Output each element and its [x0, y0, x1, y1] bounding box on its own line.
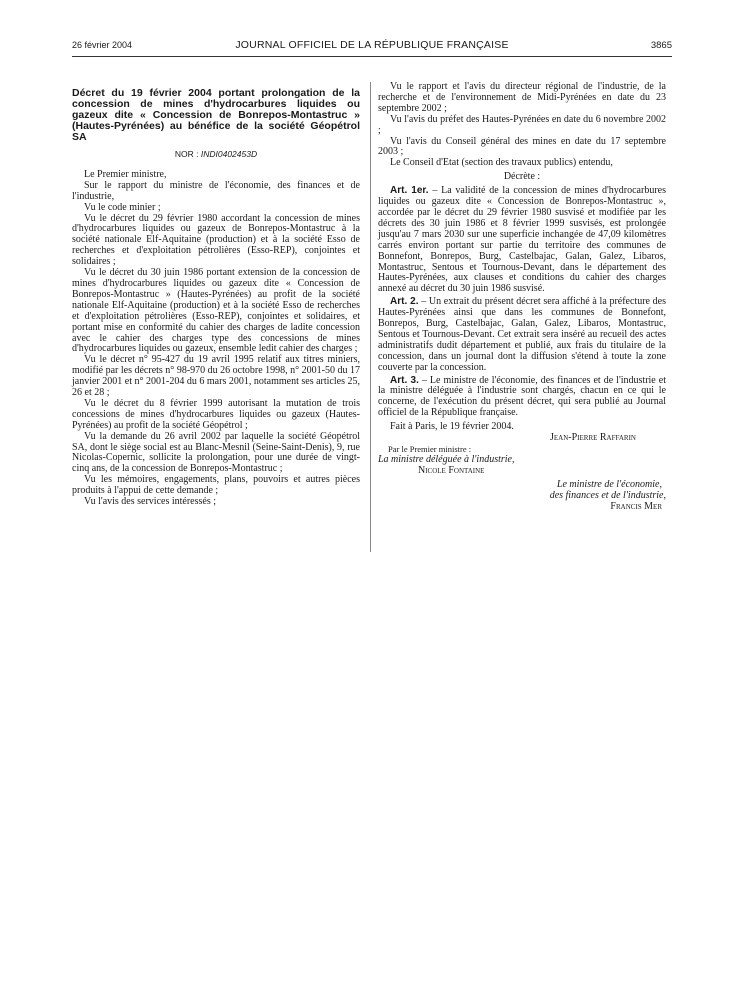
ministre-deleguee-name: Nicole Fontaine: [418, 464, 485, 476]
left-column: [72, 88, 360, 508]
ministre-eco-title-2: des finances et de l'industrie,: [549, 489, 666, 501]
nor-label: NOR :: [174, 149, 199, 159]
fait-a-paris: Fait à Paris, le 19 février 2004.: [390, 421, 514, 433]
column-divider: [370, 82, 371, 552]
article: [378, 186, 666, 295]
left-paragraphs: [72, 170, 360, 508]
paragraph: Vu l'avis du préfet des Hautes-Pyrénées en date du 6 novembre 2002 ;: [378, 113, 666, 136]
paragraph: Vu le rapport et l'avis du directeur régional de l'industrie, de la recherche et de l'environnement de Midi-Pyrénées en date du 23 septembre 2002 ;: [378, 81, 666, 114]
article-text: – Un extrait du présent décret sera affiché à la préfecture des Hautes-Pyrénées ainsi que dans les communes de Bonnefont, Bonrepos, Burg, Castelbajac, Galan, Galez, Libaros, Montastruc, Sentous et Tournous-Devant. Cet extrait sera inséré au recueil des actes administratifs dudit département et publié, aux frais du titulaire de la concession, dans un journal dont la diffusion s'étend à toute la zone couverte par la concession.: [378, 296, 666, 373]
page-header: [72, 38, 672, 54]
paragraph: Le Premier ministre,: [84, 168, 167, 180]
article: [378, 297, 666, 373]
paragraph: Sur le rapport du ministre de l'économie, des finances et de l'industrie,: [72, 179, 360, 202]
article-label: Art. 2.: [390, 296, 419, 308]
paragraph: Vu l'avis des services intéressés ;: [84, 496, 217, 508]
article-text: – Le ministre de l'économie, des finances et de l'industrie et la ministre déléguée à l'industrie sont chargés, chacun en ce qui le concerne, de l'exécution du présent décret, qui sera publié au Journal officiel de la République française.: [378, 374, 666, 419]
articles: [378, 186, 666, 419]
right-column: [378, 82, 666, 512]
ministre-eco-name: Francis Mer: [610, 500, 662, 512]
paragraph: Le Conseil d'Etat (section des travaux publics) entendu,: [390, 157, 613, 169]
paragraph: Vu le décret du 30 juin 1986 portant extension de la concession de mines d'hydrocarbures liquides ou gazeux dite « Concession de Bonrepos-Montastruc » (Hautes-Pyrénées) au profit de la société nationale Elf-Aquitaine (production) et à la société Esso de recherches et d'exploitation pétrolières (Esso-REP), conjointes et solidaires, et portant mise en conformité du cahier des charges de ladite concession avec le cahier des charges type des concessions de mines d'hydrocarbures liquides ou gazeux, ensemble ledit cahier des charges ;: [72, 267, 360, 355]
ministre-eco-title-1: Le ministre de l'économie,: [556, 478, 662, 490]
paragraph: Vu le décret du 29 février 1980 accordant la concession de mines d'hydrocarbures liquides ou gazeux de Bonrepos-Montastruc à la société nationale Elf-Aquitaine (production) et à la société Esso de recherches et d'exploitation pétrolières (Esso-REP), conjointes et solidaires ;: [72, 212, 360, 268]
article: [378, 376, 666, 420]
paragraph: Vu l'avis du Conseil général des mines en date du 17 septembre 2003 ;: [378, 135, 666, 158]
par-le-premier-ministre: Par le Premier ministre :: [388, 444, 472, 454]
signatory-pm: Jean-Pierre Raffarin: [550, 432, 636, 444]
header-date: 26 février 2004: [72, 40, 133, 50]
ministre-deleguee-title: La ministre déléguée à l'industrie,: [378, 453, 515, 465]
paragraph: Vu le décret n° 95-427 du 19 avril 1995 relatif aux titres miniers, modifié par les décrets n° 98-970 du 26 octobre 1998, n° 2001-50 du 17 janvier 2001 et n° 2001-204 du 6 mars 2001, notamment ses articles 25, 26 et 28 ;: [72, 354, 360, 399]
paragraph: Vu le code minier ;: [84, 201, 161, 213]
nor-reference: [72, 149, 360, 160]
paragraph: Vu les mémoires, engagements, plans, pouvoirs et autres pièces produits à l'appui de cette demande ;: [72, 474, 360, 497]
paragraph: Vu la demande du 26 avril 2002 par laquelle la société Géopétrol SA, dont le siège social est au Blanc-Mesnil (Seine-Saint-Denis), 9, rue Nicolas-Copernic, sollicite la prolongation, pour une durée de vingt-cinq ans, de la concession de Bonrepos-Montastruc ;: [72, 430, 360, 475]
decree-title: Décret du 19 février 2004 portant prolongation de la concession de mines d'hydrocarbures liquides ou gazeux dite « Concession de Bonrepos-Montastruc » (Hautes-Pyrénées) au bénéfice de la société Géopétrol SA: [72, 87, 360, 143]
article-label: Art. 1er.: [390, 185, 429, 197]
article-label: Art. 3.: [390, 374, 419, 386]
journal-title: JOURNAL OFFICIEL DE LA RÉPUBLIQUE FRANÇAISE: [235, 39, 509, 51]
nor-code: INDI0402453D: [200, 149, 258, 159]
article-text: – La validité de la concession de mines d'hydrocarbures liquides ou gazeux dite « Concession de Bonrepos-Montastruc », accordée par le décret du 29 février 1980 susvisé et modifiée par les décrets des 30 juin 1986 et 8 février 1999 susvisés, est prolongée jusqu'au 7 mars 2030 sur une superficie inchangée de 47,09 kilomètres carrés environ portant sur partie du territoire des communes de Bonnefont, Bonrepos, Burg, Castelbajac, Galan, Galez, Libaros, Montastruc, Sentous et Tournous-Devant, dans le département des Hautes-Pyrénées, aux clauses et conditions du cahier des charges annexé au décret du 30 juin 1986 susvisé.: [378, 185, 666, 295]
header-rule: [72, 56, 672, 57]
page-number: 3865: [650, 40, 672, 51]
right-paragraphs: [378, 82, 666, 169]
paragraph: Vu le décret du 8 février 1999 autorisant la mutation de trois concessions de mines d'hydrocarbures liquides ou gazeux (Hautes-Pyrénées) au profit de la société Géopétrol ;: [72, 397, 360, 431]
decrete-heading: Décrète :: [503, 171, 541, 183]
